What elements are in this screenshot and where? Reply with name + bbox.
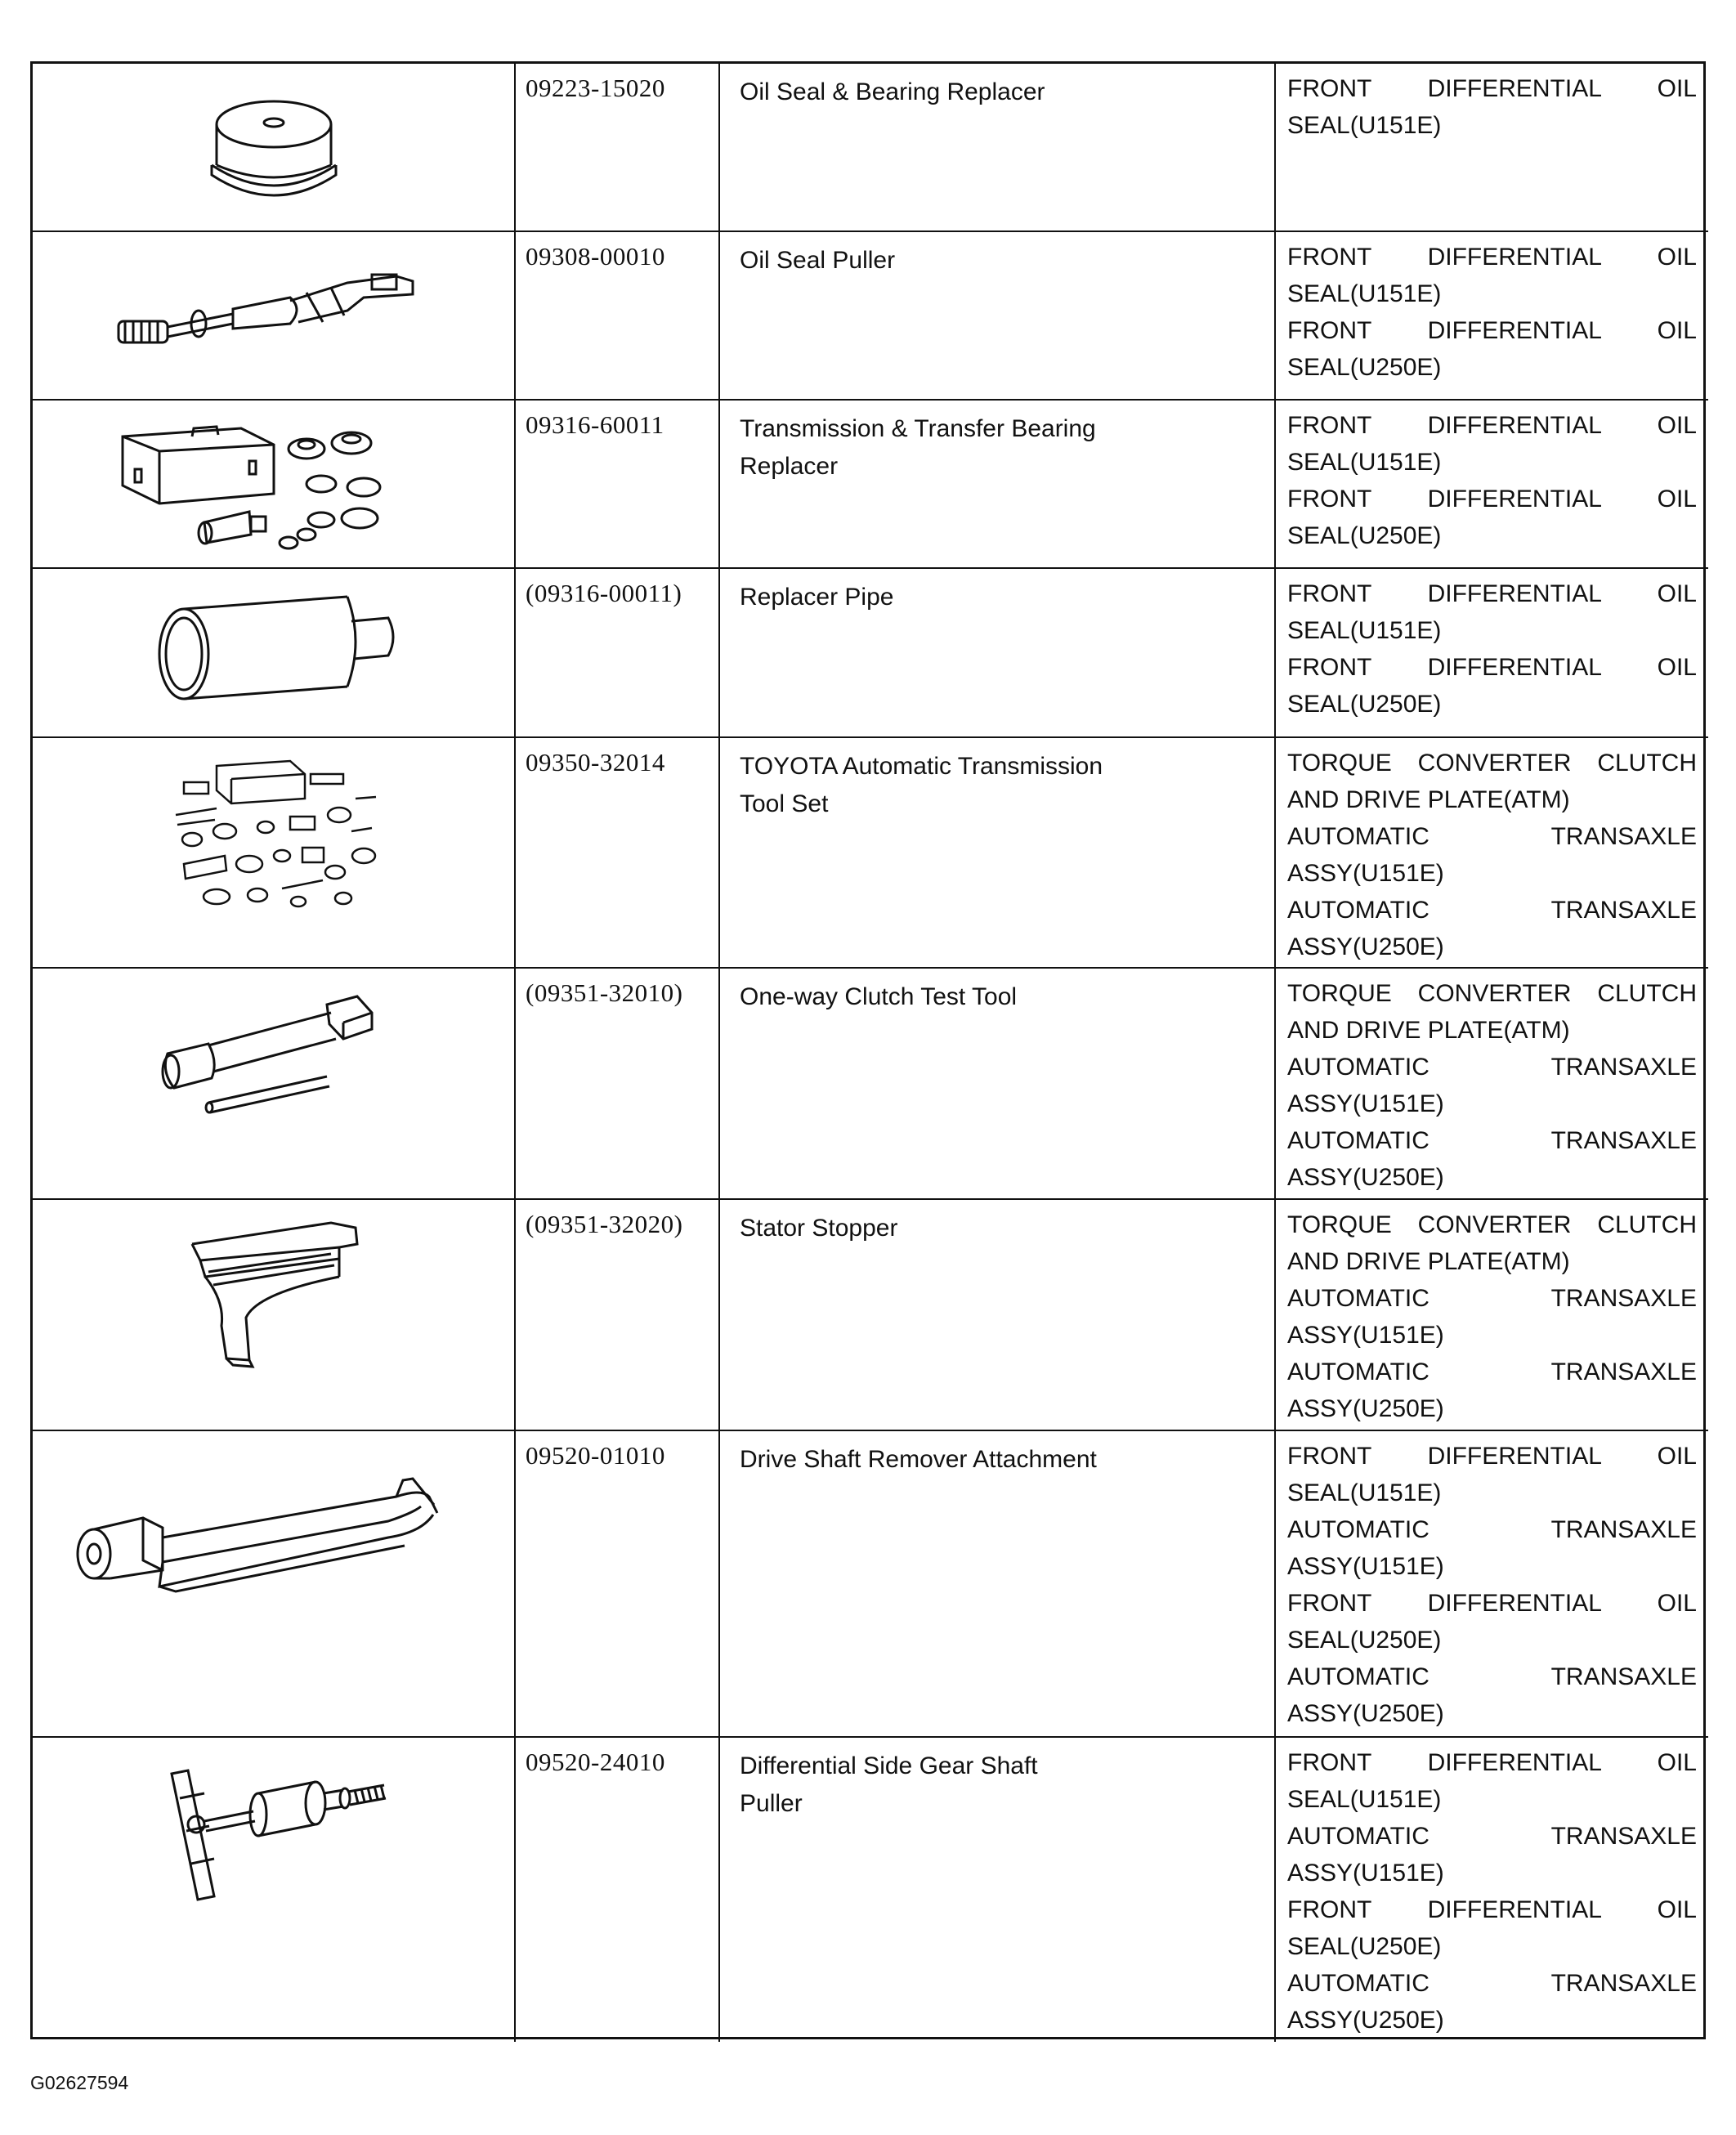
usage-line: SEAL(U250E) [1287,522,1442,549]
usage-line: FRONT DIFFERENTIAL OIL [1287,1590,1697,1617]
part-number: 09223-15020 [515,64,719,231]
usage-line: ASSY(U151E) [1287,1322,1444,1349]
tool-usage [1275,737,1708,968]
tool-name-line: Oil Seal & Bearing Replacer [740,78,1045,105]
tool-name [719,568,1275,737]
usage-line: FRONT DIFFERENTIAL OIL [1287,317,1697,344]
usage-line: AUTOMATIC TRANSAXLE [1287,1054,1697,1081]
tool-usage [1275,231,1708,400]
table-row [33,737,1708,968]
tool-name-line: TOYOTA Automatic Transmission [740,753,1103,780]
usage-line: AUTOMATIC TRANSAXLE [1287,1823,1697,1850]
usage-line: AUTOMATIC TRANSAXLE [1287,1285,1697,1312]
table-row [33,1430,1708,1737]
usage-line: ASSY(U250E) [1287,2007,1444,2034]
tool-usage [1275,64,1708,231]
oil-seal-puller-illustration [102,244,445,366]
tool-name-line: Oil Seal Puller [740,247,896,274]
tool-name-line: Differential Side Gear Shaft [740,1752,1038,1779]
transmission-tool-set-illustration [168,750,380,913]
tool-name-line: Tool Set [740,790,829,817]
table-row [33,1199,1708,1430]
usage-line: FRONT DIFFERENTIAL OIL [1287,654,1697,681]
tool-usage [1275,1737,1708,2042]
tool-name [719,1199,1275,1430]
usage-line: ASSY(U250E) [1287,933,1444,960]
tool-name-line: Stator Stopper [740,1215,898,1242]
usage-line: SEAL(U151E) [1287,1786,1442,1813]
tool-name [719,231,1275,400]
usage-line: AUTOMATIC TRANSAXLE [1287,897,1697,924]
usage-line: FRONT DIFFERENTIAL OIL [1287,486,1697,512]
usage-line: SEAL(U151E) [1287,280,1442,307]
part-number: (09351-32010) [515,968,719,1199]
usage-line: SEAL(U250E) [1287,691,1442,718]
tool-name [719,968,1275,1199]
tool-illustration-cell [33,400,515,568]
tool-usage [1275,400,1708,568]
part-number: 09350-32014 [515,737,719,968]
table-row [33,400,1708,568]
usage-line: AND DRIVE PLATE(ATM) [1287,1017,1570,1044]
tool-name [719,1737,1275,2042]
usage-line: FRONT DIFFERENTIAL OIL [1287,412,1697,439]
table-row [33,64,1708,231]
part-number: (09316-00011) [515,568,719,737]
replacer-pipe-illustration [135,580,413,711]
usage-line: TORQUE CONVERTER CLUTCH [1287,1211,1697,1238]
usage-line: ASSY(U250E) [1287,1164,1444,1191]
usage-line: SEAL(U250E) [1287,1627,1442,1654]
usage-line: FRONT DIFFERENTIAL OIL [1287,244,1697,271]
usage-line: SEAL(U151E) [1287,449,1442,476]
usage-line: FRONT DIFFERENTIAL OIL [1287,580,1697,607]
usage-line: AUTOMATIC TRANSAXLE [1287,823,1697,850]
tool-illustration-cell [33,1199,515,1430]
part-number: 09520-01010 [515,1430,719,1737]
tool-illustration-cell [33,64,515,231]
usage-line: TORQUE CONVERTER CLUTCH [1287,750,1697,777]
usage-line: FRONT DIFFERENTIAL OIL [1287,75,1697,102]
tool-name-line: Puller [740,1790,803,1817]
special-service-tools-table [30,61,1706,2039]
tool-name-line: Drive Shaft Remover Attachment [740,1446,1097,1473]
table-row [33,1737,1708,2042]
tool-illustration-cell [33,231,515,400]
usage-line: ASSY(U151E) [1287,860,1444,887]
drive-shaft-remover-attachment-illustration [61,1464,486,1627]
tool-usage [1275,1199,1708,1430]
tool-usage [1275,968,1708,1199]
tool-illustration-cell [33,737,515,968]
usage-line: AUTOMATIC TRANSAXLE [1287,1663,1697,1690]
tool-name-line: Transmission & Transfer Bearing [740,415,1096,442]
usage-line: AUTOMATIC TRANSAXLE [1287,1358,1697,1385]
part-number: (09351-32020) [515,1199,719,1430]
usage-line: FRONT DIFFERENTIAL OIL [1287,1749,1697,1776]
usage-line: FRONT DIFFERENTIAL OIL [1287,1896,1697,1923]
usage-line: TORQUE CONVERTER CLUTCH [1287,980,1697,1007]
part-number: 09308-00010 [515,231,719,400]
usage-line: ASSY(U151E) [1287,1860,1444,1887]
usage-line: SEAL(U151E) [1287,112,1442,139]
usage-line: SEAL(U250E) [1287,354,1442,381]
table-row [33,568,1708,737]
part-number: 09316-60011 [515,400,719,568]
tool-name [719,1430,1275,1737]
usage-line: AUTOMATIC TRANSAXLE [1287,1970,1697,1997]
usage-line: AUTOMATIC TRANSAXLE [1287,1516,1697,1543]
tool-illustration-cell [33,1737,515,2042]
tool-illustration-cell [33,1430,515,1737]
bearing-replacer-set-illustration [110,412,437,555]
side-gear-shaft-puller-illustration [139,1749,409,1913]
stator-stopper-illustration [168,1211,380,1375]
usage-line: AND DRIVE PLATE(ATM) [1287,1248,1570,1275]
usage-line: SEAL(U250E) [1287,1933,1442,1960]
tool-name-line: Replacer Pipe [740,584,894,611]
usage-line: ASSY(U250E) [1287,1700,1444,1727]
tool-name [719,737,1275,968]
table-row [33,968,1708,1199]
tool-illustration-cell [33,968,515,1199]
tool-name-line: One-way Clutch Test Tool [740,983,1018,1010]
usage-line: ASSY(U151E) [1287,1553,1444,1580]
usage-line: SEAL(U151E) [1287,1479,1442,1506]
figure-id: G02627594 [30,2072,129,2093]
oil-seal-bearing-replacer-illustration [192,75,356,214]
tool-name [719,400,1275,568]
tool-name-line: Replacer [740,453,839,480]
tool-usage [1275,568,1708,737]
usage-line: SEAL(U151E) [1287,617,1442,644]
tool-usage [1275,1430,1708,1737]
table-row [33,231,1708,400]
usage-line: AND DRIVE PLATE(ATM) [1287,786,1570,813]
part-number: 09520-24010 [515,1737,719,2042]
usage-line: ASSY(U151E) [1287,1090,1444,1117]
tool-name [719,64,1275,231]
usage-line: FRONT DIFFERENTIAL OIL [1287,1443,1697,1470]
usage-line: ASSY(U250E) [1287,1395,1444,1422]
one-way-clutch-test-tool-illustration [143,980,405,1135]
usage-line: AUTOMATIC TRANSAXLE [1287,1127,1697,1154]
tool-illustration-cell [33,568,515,737]
